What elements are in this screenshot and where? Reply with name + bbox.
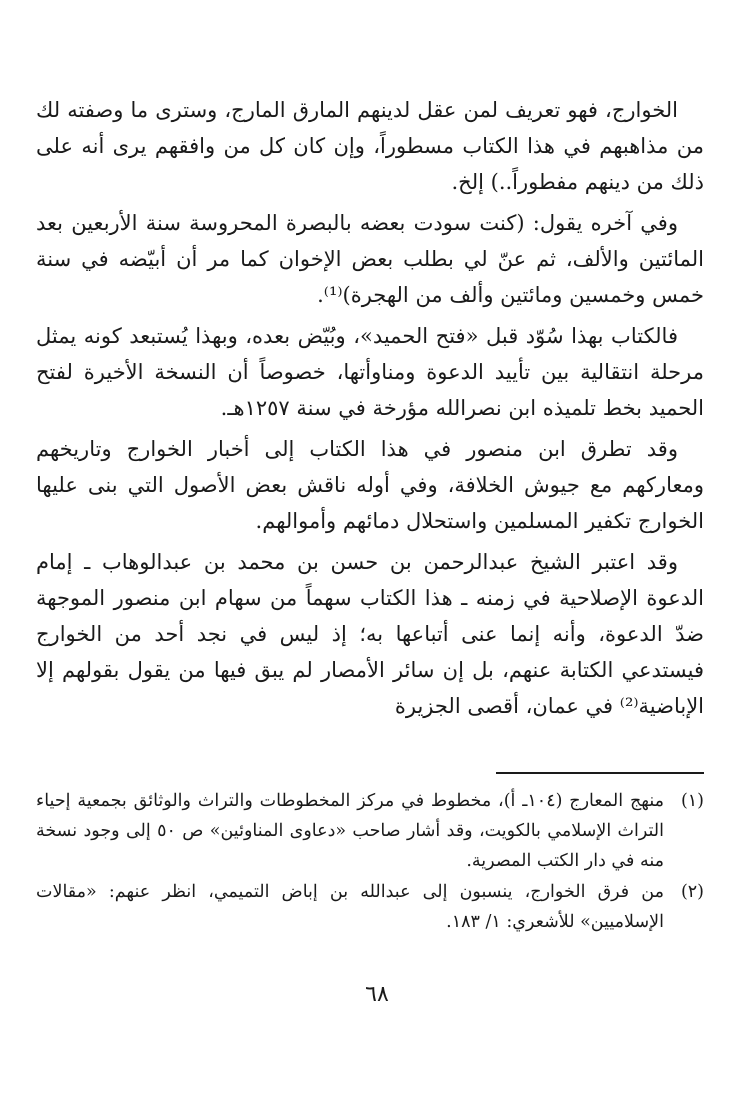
main-text (36, 92, 704, 729)
page-number: ٦٨ (365, 982, 389, 1007)
paragraph-5: وقد اعتبر الشيخ عبدالرحمن بن حسن بن محمد بن عبدالوهاب ـ إمام الدعوة الإصلاحية في زمنه ـ هذا الكتاب سهماً من سهام ابن منصور الموجهة ضدّ الدعوة، وأنه إنما عنى أتباعها به؛ إذ ليس في نجد أحد من الخوارج فيستدعي الكتابة عنهم، بل إن سائر الأمصار لم يبق فيها من يقول بقولهم إلا الإباضية⁽²⁾ في عمان، أقصى الجزيرة (36, 550, 704, 718)
paragraph-3: فالكتاب بهذا سُوّد قبل «فتح الحميد»، وبُيّض بعده، وبهذا يُستبعد كونه يمثل مرحلة انتقالية بين تأييد الدعوة ومناوأتها، خصوصاً أن النسخة الأخيرة لفتح الحميد بخط تلميذه ابن نصرالله مؤرخة في سنة ١٢٥٧هـ. (36, 324, 704, 420)
footnote-1 (36, 786, 704, 876)
paragraph-4: وقد تطرق ابن منصور في هذا الكتاب إلى أخبار الخوارج وتاريخهم ومعاركهم مع جيوش الخلافة، وفي أوله ناقش بعض الأصول التي بنى عليها الخوارج تكفير المسلمين واستحلال دمائهم وأموالهم. (36, 437, 704, 533)
paragraph-1: الخوارج، فهو تعريف لمن عقل لدينهم المارق المارج، وسترى ما وصفته لك من مذاهبهم في هذا الكتاب مسطوراً، وإن كان كل من وافقهم يرى أنه على ذلك من دينهم مفطوراً..) إلخ. (36, 98, 704, 194)
footnote-separator (496, 772, 704, 774)
footnote-1-number: (١) (680, 791, 704, 811)
footnotes (36, 786, 704, 938)
footnote-2-text: من فرق الخوارج، ينسبون إلى عبدالله بن إباض التميمي، انظر عنهم: «مقالات الإسلاميين» للأشعري: ١/ ١٨٣. (36, 882, 664, 932)
paragraph-2: وفي آخره يقول: (كنت سودت بعضه بالبصرة المحروسة سنة الأربعين بعد المائتين والألف، ثم عنّ لي بطلب بعض الإخوان كما مر أن أبيّضه في سنة خمس وخمسين ومائتين وألف من الهجرة)⁽¹⁾. (36, 211, 704, 307)
footnote-1-text: منهج المعارج (١٠٤ـ أ)، مخطوط في مركز المخطوطات والتراث والوثائق بجمعية إحياء التراث الإسلامي بالكويت، وقد أشار صاحب «دعاوى المناوئين» ص ٥٠ إلى وجود نسخة منه في دار الكتب المصرية. (36, 791, 664, 871)
footnote-2 (36, 877, 704, 937)
footnote-2-number: (٢) (680, 882, 704, 902)
